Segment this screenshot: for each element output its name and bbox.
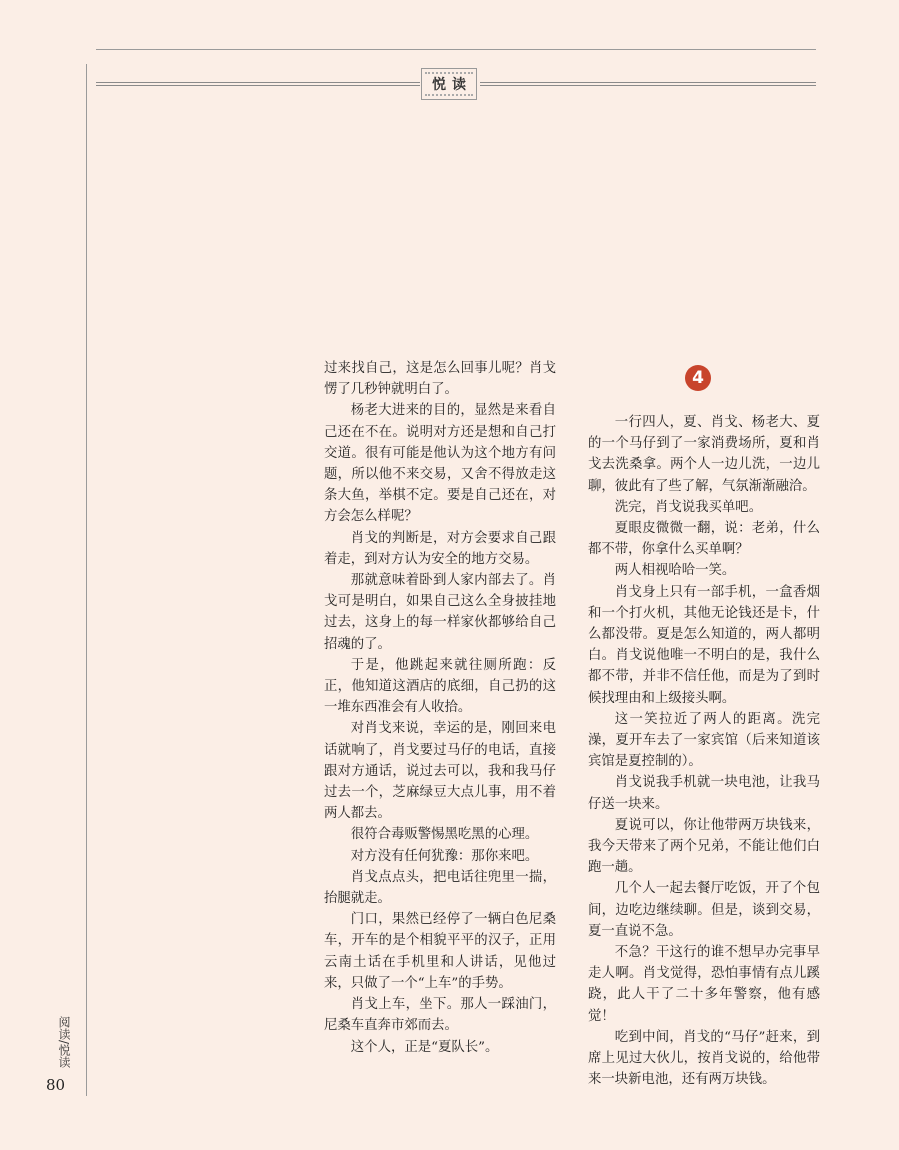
paragraph: 这一笑拉近了两人的距离。洗完澡，夏开车去了一家宾馆（后来知道该宾馆是夏控制的）。 xyxy=(588,711,820,770)
paragraph: 对肖戈来说，幸运的是，刚回来电话就响了，肖戈要过马仔的电话，直接跟对方通话，说过去可以，我和我马仔过去一个，芝麻绿豆大点儿事，用不着两人都去。 xyxy=(324,721,556,822)
section-title-box xyxy=(421,68,477,100)
paragraph: 这个人，正是“夏队长”。 xyxy=(350,1039,499,1055)
section-title: 悦读 xyxy=(425,72,473,96)
paragraph: 肖戈说我手机就一块电池，让我马仔送一块来。 xyxy=(588,775,820,812)
paragraph: 吃到中间，肖戈的“马仔”赶来，到席上见过大伙儿，按肖戈说的，给他带来一块新电池，还有两万块钱。 xyxy=(588,1029,820,1088)
paragraph: 门口，果然已经停了一辆白色尼桑车，开车的是个相貌平平的汉子，正用云南土话在手机里和人讲话，见他过来，只做了一个“上车”的手势。 xyxy=(324,912,556,991)
paragraph: 过来找自己，这是怎么回事儿呢？肖戈愣了几秒钟就明白了。 xyxy=(324,361,556,398)
paragraph: 于是，他跳起来就往厕所跑：反正，他知道这酒店的底细，自己扔的这一堆东西准会有人收拾。 xyxy=(324,657,556,716)
paragraph: 肖戈身上只有一部手机，一盒香烟和一个打火机，其他无论钱还是卡，什么都没带。夏是怎么知道的，两人都明白。肖戈说他唯一不明白的是，我什么都不带，并非不信任他，而是为了到时候找理由和上级接头啊。 xyxy=(588,584,820,706)
left-margin-rule xyxy=(86,64,87,1096)
paragraph: 杨老大进来的目的，显然是来看自己还在不在。说明对方还是想和自己打交道。很有可能是他认为这个地方有问题，所以他不来交易，又舍不得放走这条大鱼，举棋不定。要是自己还在，对方会怎么样呢？ xyxy=(324,403,556,525)
paragraph: 肖戈上车，坐下。那人一踩油门，尼桑车直奔市郊而去。 xyxy=(324,997,556,1034)
paragraph: 肖戈的判断是，对方会要求自己跟着走，到对方认为安全的地方交易。 xyxy=(324,530,556,567)
paragraph: 夏眼皮微微一翻，说：老弟，什么都不带，你拿什么买单啊？ xyxy=(588,521,820,558)
top-rule xyxy=(96,49,816,50)
paragraph: 洗完，肖戈说我买单吧。 xyxy=(614,499,763,515)
paragraph: 很符合毒贩警惕黑吃黑的心理。 xyxy=(350,827,539,843)
header-line-left xyxy=(96,82,420,86)
header-line-right xyxy=(480,82,816,86)
paragraph: 几个人一起去餐厅吃饭，开了个包间，边吃边继续聊。但是，谈到交易，夏一直说不急。 xyxy=(588,881,820,939)
paragraph: 肖戈点点头，把电话往兜里一揣，抬腿就走。 xyxy=(324,869,556,907)
paragraph: 两人相视哈哈一笑。 xyxy=(614,563,736,579)
paragraph: 一行四人，夏、肖戈、杨老大、夏的一个马仔到了一家消费场所，夏和肖戈去洗桑拿。两个人一边儿洗，一边儿聊，彼此有了些了解，气氛渐渐融洽。 xyxy=(588,415,820,494)
page-number: 80 xyxy=(46,1076,66,1094)
paragraph: 那就意味着卧到人家内部去了。肖戈可是明白，如果自己这么全身披挂地过去，这身上的每一样家伙都够给自己招魂的了。 xyxy=(324,573,556,652)
magazine-section-label: 阅读/悦读 xyxy=(57,1016,71,1069)
paragraph: 夏说可以，你让他带两万块钱来，我今天带来了两个兄弟，不能让他们白跑一趟。 xyxy=(588,817,820,876)
paragraph: 对方没有任何犹豫：那你来吧。 xyxy=(350,848,539,864)
left-text-column xyxy=(324,358,556,1058)
right-text-column xyxy=(588,412,820,1091)
paragraph: 不急？干这行的谁不想早办完事早走人啊。肖戈觉得，恐怕事情有点儿蹊跷，此人干了二十多年警察，他有感觉！ xyxy=(588,945,820,1024)
chapter-number-badge: 4 xyxy=(685,365,711,391)
